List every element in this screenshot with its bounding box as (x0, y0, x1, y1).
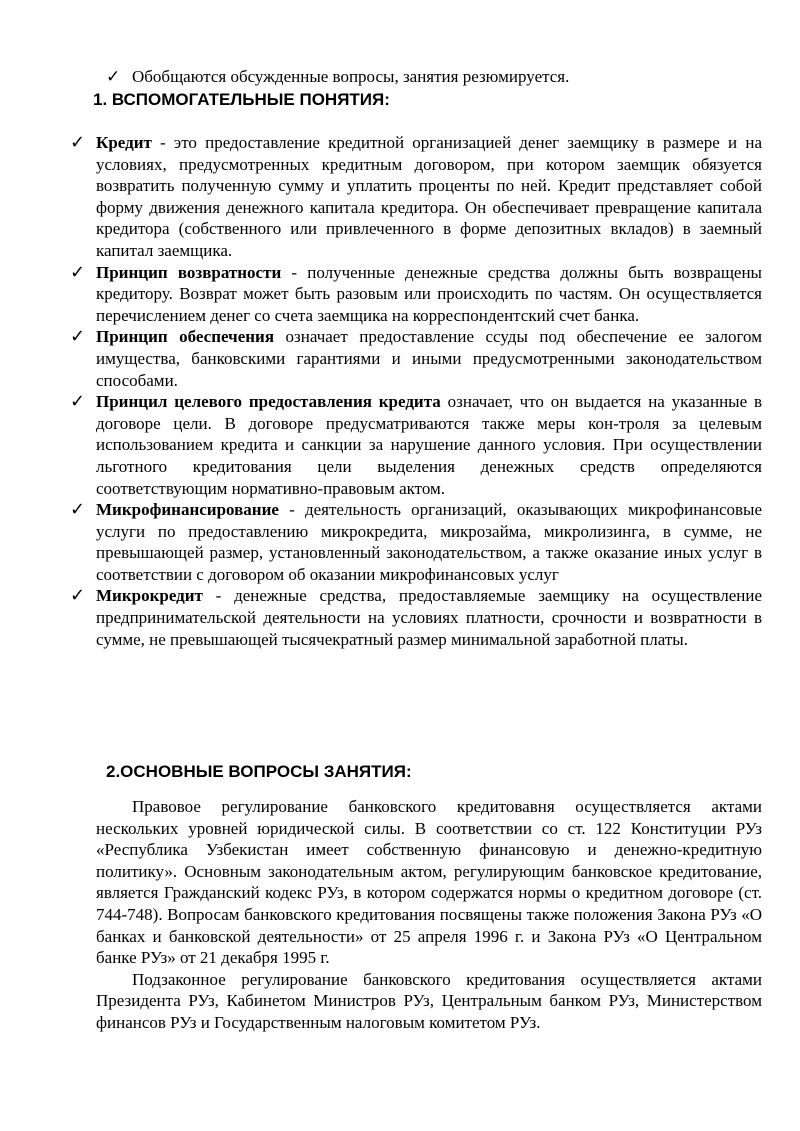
checkmark-icon: ✓ (70, 326, 86, 348)
intro-line (106, 66, 786, 88)
definition-term: Микрофинансирование (96, 500, 279, 520)
paragraph: Правовое регулирование банковского кредитовавня осуществляется актами нескольких уровней юридической силы. В соответствии со ст. 122 Конституции РУз «Республика Узбекистан имеет собственную финансовую и денежно-кредитную политику». Основным законодательным актом, регулирующим банковское кредитование, является Гражданский кодекс РУз, в котором содержатся нормы о кредитном договоре (ст. 744-748). Вопросам банковского кредитования посвящены также положения Закона РУз «О банках и банковской деятельности» от 25 апреля 1996 г. и Закона РУз «О Центральном банке РУз» от 21 декабря 1995 г. (96, 797, 762, 968)
checkmark-icon: ✓ (70, 391, 86, 413)
definition-item (70, 585, 762, 650)
checkmark-icon: ✓ (70, 499, 86, 521)
checkmark-icon: ✓ (70, 585, 86, 607)
definition-term: Кредит (96, 133, 152, 152)
section-2-body (96, 796, 762, 1034)
section-2-heading: 2.ОСНОВНЫЕ ВОПРОСЫ ЗАНЯТИЯ: (106, 762, 412, 781)
definition-item (70, 262, 762, 327)
paragraph: Подзаконное регулирование банковского кредитования осуществляется актами Президента РУз, Кабинетом Министров РУз, Центральным банком РУз, Министерством финансов РУз и Государственным налоговым комитетом РУз. (96, 969, 762, 1032)
checkmark-icon: ✓ (70, 261, 86, 283)
definition-text: - это предоставление кредитной организацией денег заемщику в размере и на условиях, предусмотренных кредитным договором, при котором заемщик обязуется возвратить полученную сумму и уплатить проценты по ней. Кредит представляет собой форму движения денежного капитала кредитора. Он обеспечивает превращение капитала кредитора (собственного или привлеченного в форме депозитных вкладов) в заемный капитал заемщика. (96, 133, 762, 260)
checkmark-icon: ✓ (106, 67, 121, 86)
definition-item (70, 132, 762, 262)
definition-text: - денежные средства, предоставляемые заемщику на осуществление предпринимательской деятельности на условиях платности, срочности и возвратности в сумме, не превышающей тысячекратный размер минимальной заработной платы. (96, 586, 762, 649)
definition-text: - деятельность организаций, оказывающих микрофинансовые услуги по предоставлению микрокредита, микрозайма, микролизинга, в сумме, не превышающей размер, установленный законодательством, а также оказание иных услуг в соответствии с договором об оказании микрофинансовых услуг (96, 500, 762, 584)
section-1-heading: 1. ВСПОМОГАТЕЛЬНЫЕ ПОНЯТИЯ: (93, 90, 390, 109)
definition-item (70, 499, 762, 585)
definition-item (70, 326, 762, 391)
definition-item (70, 391, 762, 499)
checkmark-icon: ✓ (70, 132, 86, 153)
definition-text: означает, что он выдается на указанные в договоре цели. В договоре предусматриваются также меры кон-троля за целевым использованием кредита и санкции за нарушение данного условия. При осуществлении льготного кредитования цели выделения денежных средств определяются соответствующим нормативно-правовым актом. (96, 392, 762, 498)
definition-term: Принцип обеспечения (96, 327, 275, 347)
definition-term: Принцип возвратности (96, 262, 282, 282)
definition-text: - полученные денежные средства должны быть возвращены кредитору. Возврат может быть разовым или происходить по частям. Он осуществляется перечислением денег со счета заемщика на корреспондентский счет банка. (96, 262, 762, 325)
definition-term: Микрокредит (96, 586, 203, 606)
definitions-list (70, 132, 762, 650)
definition-text: означает предоставление ссуды под обеспечение ее залогом имущества, банковскими гарантиями и иными предусмотренными законодательством способами. (96, 327, 762, 390)
intro-text: Обобщаются обсужденные вопросы, занятия резюмируется. (132, 67, 570, 86)
definition-term: Принцил целевого предоставления кредита (96, 392, 441, 412)
